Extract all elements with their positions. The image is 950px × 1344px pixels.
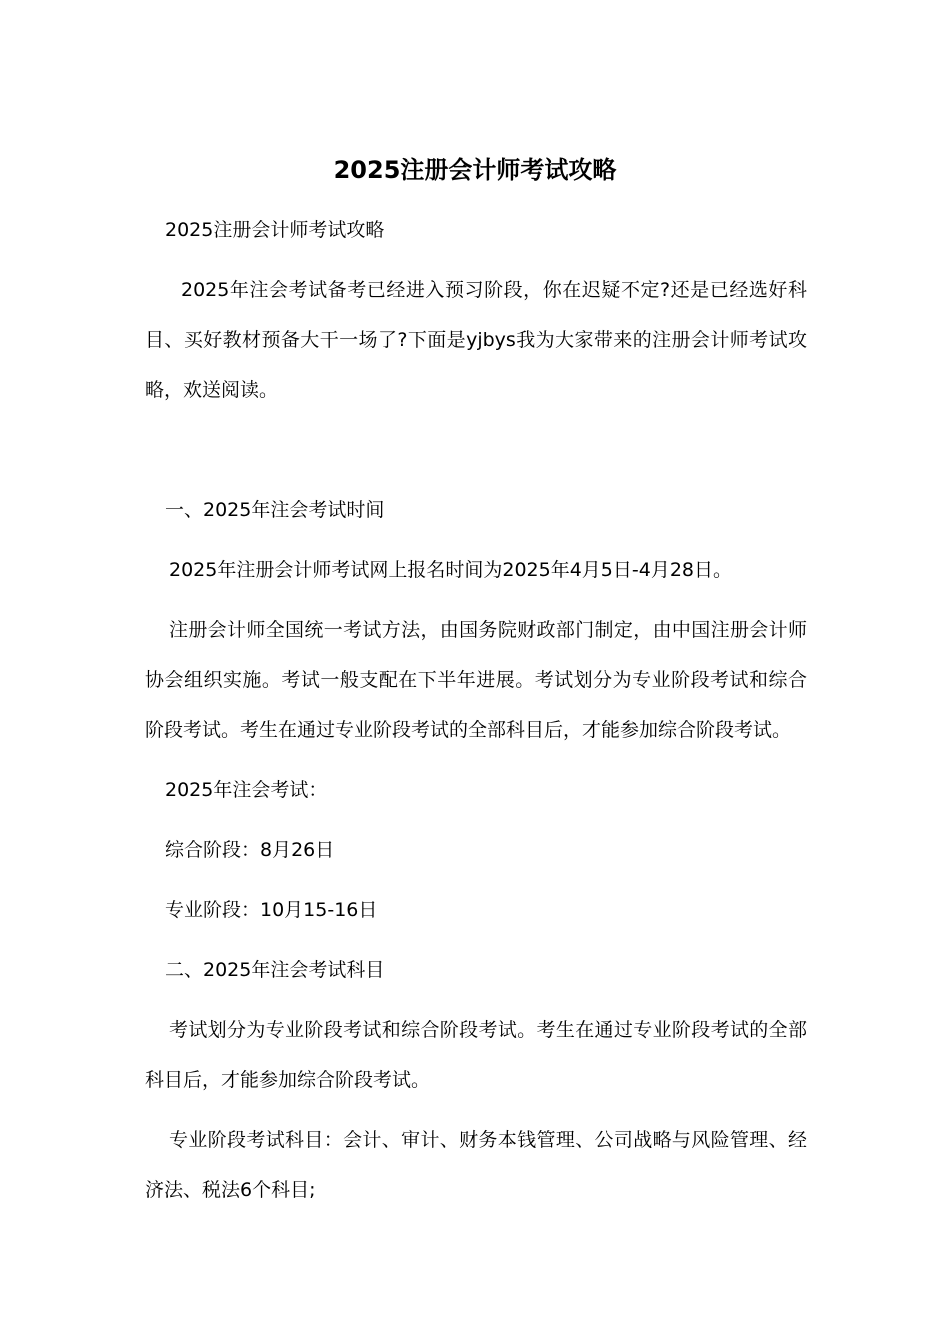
- exam-method-paragraph: 注册会计师全国统一考试方法，由国务院财政部门制定，由中国注册会计师协会组织实施。考试一般支配在下半年进展。考试划分为专业阶段考试和综合阶段考试。考生在通过专业阶段考试的全部科目后，才能参加综合阶段考试。: [145, 619, 807, 741]
- comprehensive-stage-date: 综合阶段：8月26日: [165, 839, 335, 861]
- intro-paragraph: 2025年注会考试备考已经进入预习阶段，你在迟疑不定?还是已经选好科目、买好教材预备大干一场了?下面是yjbys我为大家带来的注册会计师考试攻略，欢送阅读。: [145, 279, 807, 401]
- registration-paragraph: 2025年注册会计师考试网上报名时间为2025年4月5日-4月28日。: [169, 559, 733, 581]
- exam-division-paragraph: 考试划分为专业阶段考试和综合阶段考试。考生在通过专业阶段考试的全部科目后，才能参加综合阶段考试。: [145, 1019, 807, 1091]
- document-body: [145, 205, 807, 1225]
- subtitle-paragraph: 2025注册会计师考试攻略: [165, 219, 385, 241]
- professional-subjects-paragraph: 专业阶段考试科目：会计、审计、财务本钱管理、公司战略与风险管理、经济法、税法6个科目;: [145, 1129, 807, 1201]
- section-heading-exam-time: 一、2025年注会考试时间: [165, 499, 385, 521]
- blank-line: [145, 425, 807, 485]
- exam-schedule-label: 2025年注会考试：: [165, 779, 328, 801]
- document-title: 2025注册会计师考试攻略: [333, 156, 617, 184]
- professional-stage-date: 专业阶段：10月15-16日: [165, 899, 378, 921]
- section-heading-exam-subjects: 二、2025年注会考试科目: [165, 959, 385, 981]
